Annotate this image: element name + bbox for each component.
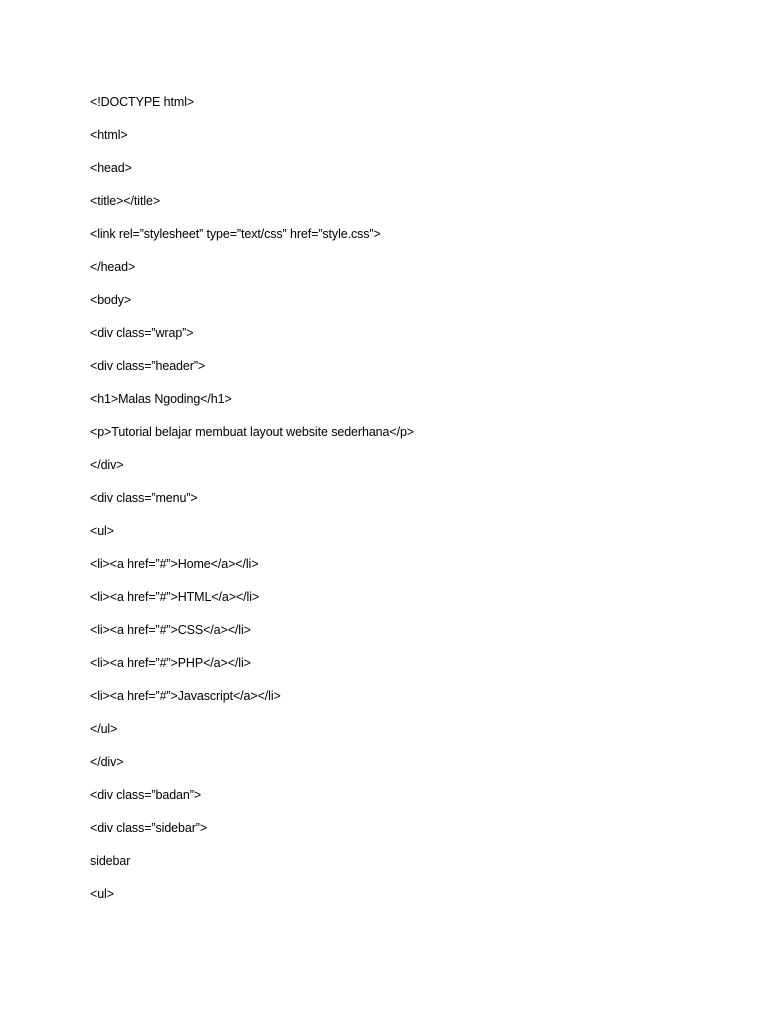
code-line: <ul>	[90, 887, 114, 901]
code-line: <h1>Malas Ngoding</h1>	[90, 392, 232, 406]
code-line: <div class=”header”>	[90, 359, 206, 373]
code-line: <li><a href=”#”>Javascript</a></li>	[90, 689, 281, 703]
code-line: <body>	[90, 293, 132, 307]
code-line: <li><a href=”#”>HTML</a></li>	[90, 590, 260, 604]
code-line: <title></title>	[90, 194, 161, 208]
code-line: <div class=”menu”>	[90, 491, 198, 505]
code-line: <li><a href=”#”>Home</a></li>	[90, 557, 259, 571]
code-line: <ul>	[90, 524, 114, 538]
code-line: </head>	[90, 260, 136, 274]
code-line: <li><a href=”#”>PHP</a></li>	[90, 656, 251, 670]
code-line: </div>	[90, 458, 124, 472]
code-line: <div class=”badan”>	[90, 788, 202, 802]
code-line: <div class=”wrap”>	[90, 326, 194, 340]
code-line: <head>	[90, 161, 132, 175]
code-line: <p>Tutorial belajar membuat layout website sederhana</p>	[90, 425, 415, 439]
code-line: <html>	[90, 128, 128, 142]
code-line: <li><a href=”#”>CSS</a></li>	[90, 623, 251, 637]
code-line: </div>	[90, 755, 124, 769]
code-line: <!DOCTYPE html>	[90, 95, 195, 109]
code-line: sidebar	[90, 854, 131, 868]
code-listing	[90, 92, 414, 917]
code-line: <link rel=”stylesheet” type=”text/css” href=”style.css”>	[90, 227, 381, 241]
code-line: </ul>	[90, 722, 118, 736]
code-line: <div class=”sidebar”>	[90, 821, 208, 835]
